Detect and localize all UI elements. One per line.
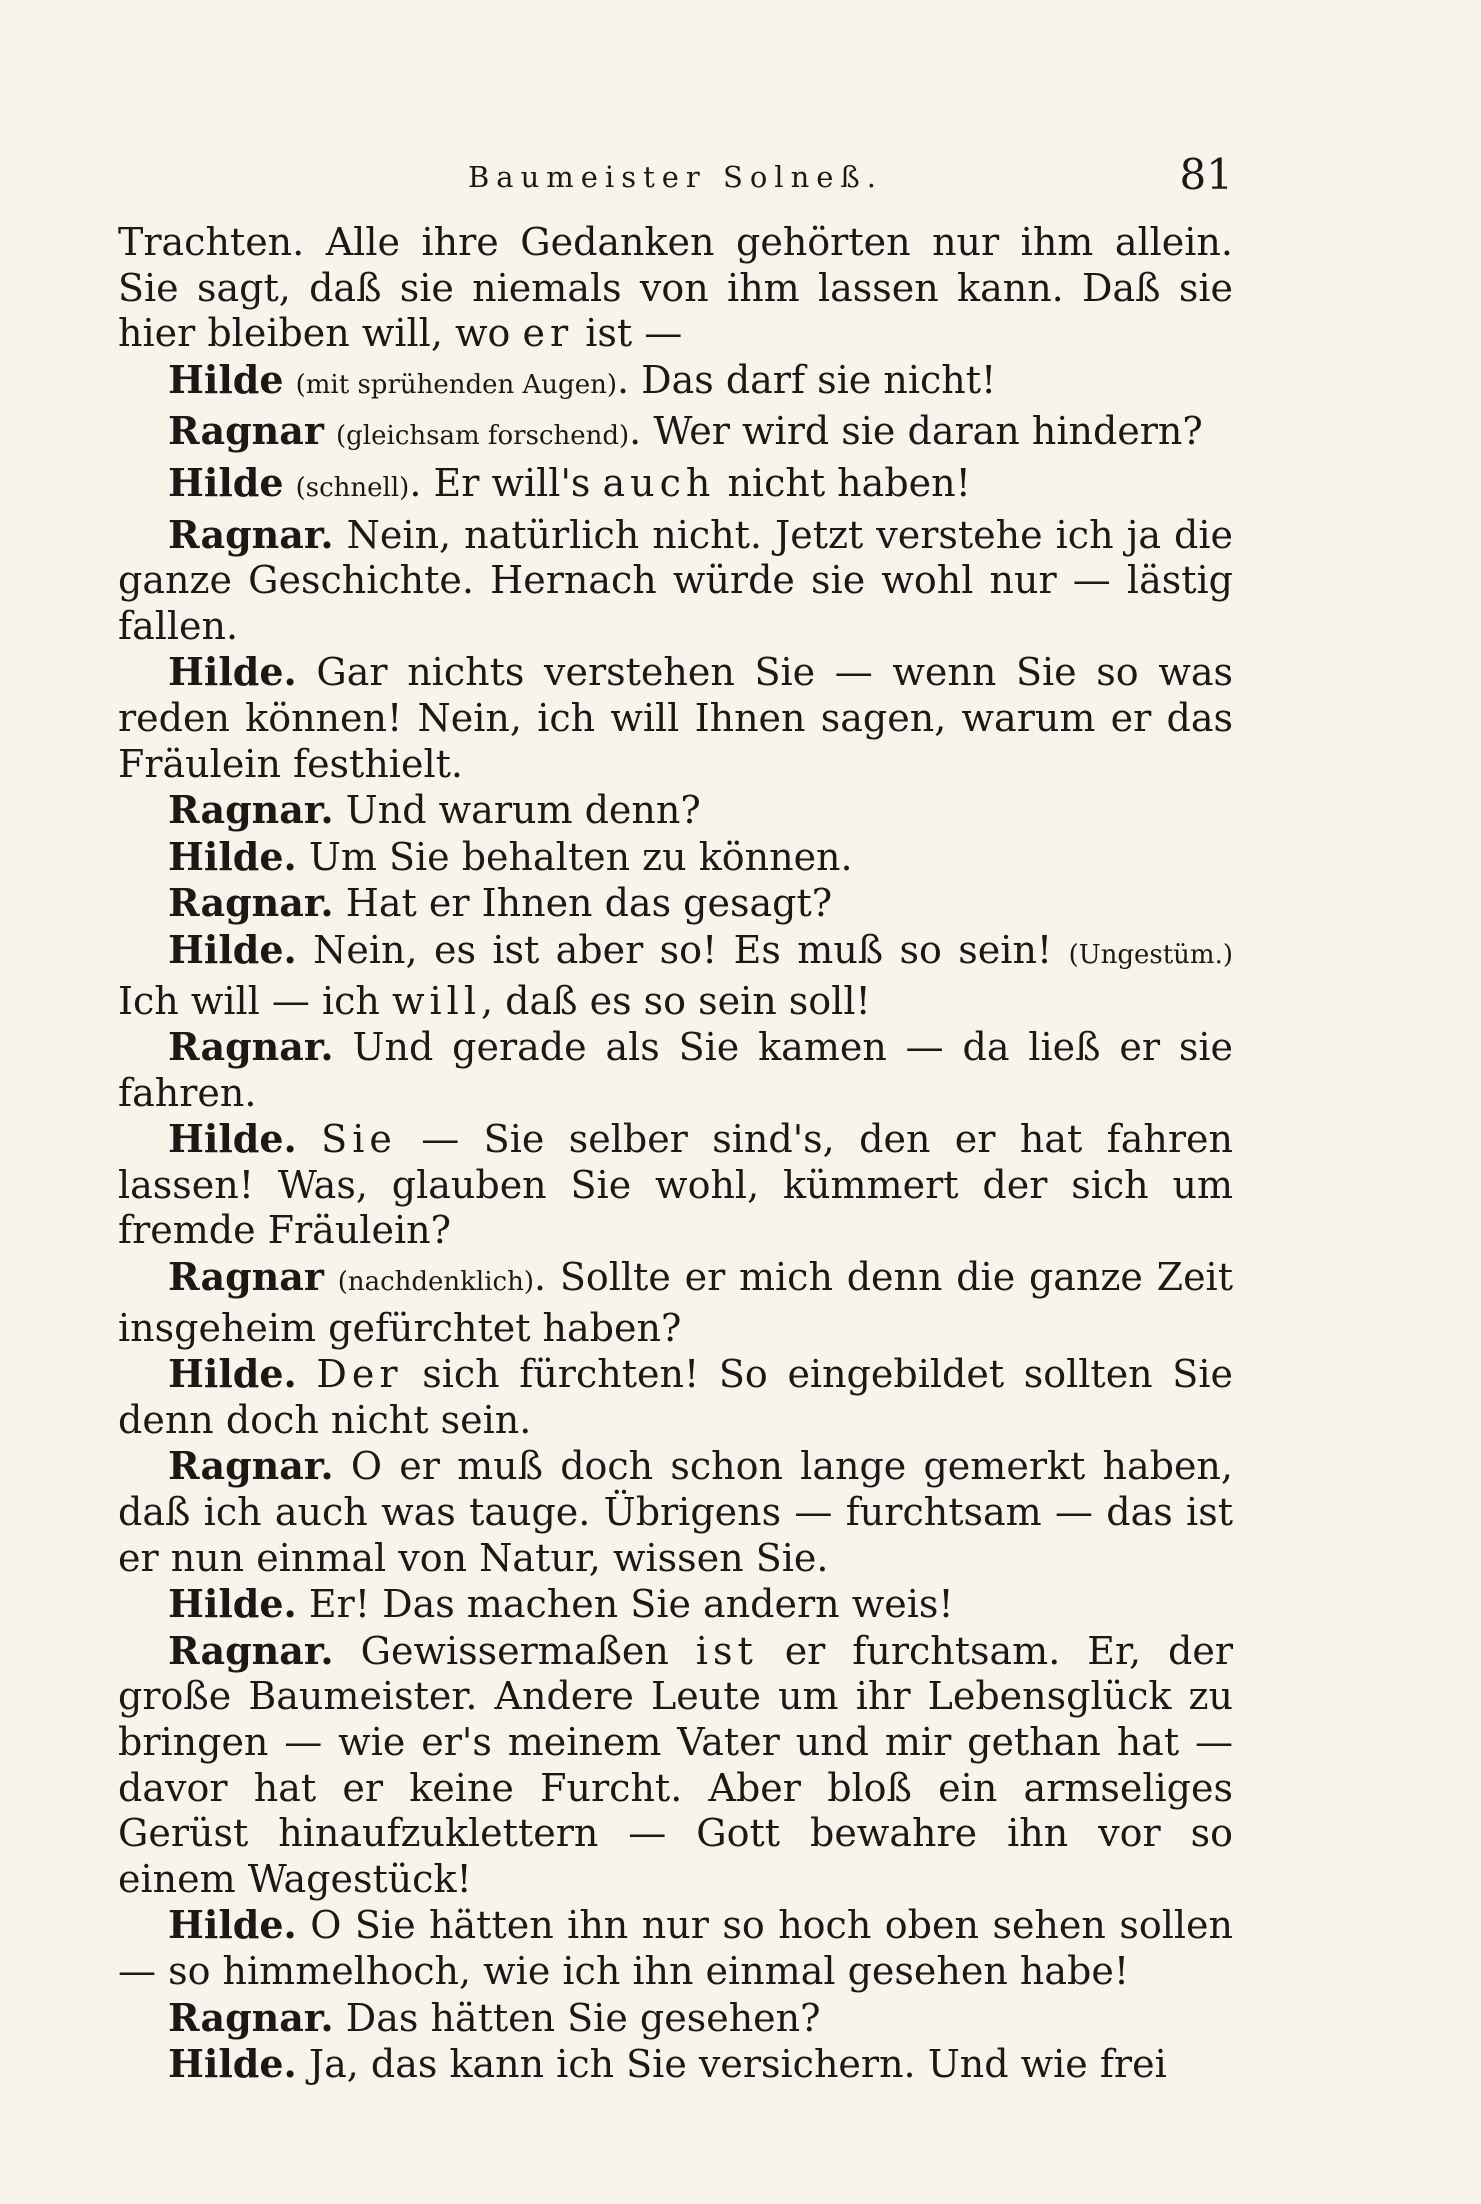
dialogue-line [118,1351,1233,1443]
speaker-name: Hilde [168,459,284,505]
speaker-name: Hilde. [168,1581,297,1627]
text-segment [324,1255,338,1299]
text-segment: Er! Das machen Sie andern weis! [296,1582,954,1627]
speaker-name: Hilde. [168,833,297,879]
text-segment: Das hätten Sie gesehen? [333,1995,821,2040]
text-segment: Um Sie behalten zu können. [296,834,853,879]
emphasis-text: Sie [321,1117,397,1162]
dialogue-line [118,1024,1233,1116]
speaker-name: Hilde. [168,926,297,972]
text-segment: O Sie hätten ihn nur so hoch oben sehen sollen — so himmelhoch, wie ich ihn einmal gesehen habe! [118,1903,1233,1993]
text-segment: ist — [573,311,683,356]
emphasis-text: ist [695,1628,758,1673]
emphasis-text: Der [316,1352,403,1397]
book-page [118,150,1233,2088]
dialogue-line [118,649,1233,787]
stage-direction: (nachdenklich) [337,1267,534,1298]
text-segment: Hat er Ihnen das gesagt? [333,881,833,926]
text-paragraph [118,220,1233,357]
dialogue-line [118,787,1233,834]
dialogue-line [118,927,1233,1024]
speaker-name: Ragnar. [168,1994,334,2040]
page-header [118,150,1233,220]
dialogue-line [118,1628,1233,1903]
speaker-name: Ragnar. [168,1627,334,1673]
dialogue-line [118,357,1233,409]
text-segment: — Sie selber sind's, den er hat fahren lassen! Was, glauben Sie wohl, kümmert der sich um fremde Fräulein? [118,1117,1233,1253]
dialogue-line [118,2041,1233,2088]
play-text [118,220,1233,2088]
speaker-name: Ragnar. [168,1443,334,1489]
speaker-name: Hilde. [168,1902,297,1948]
dialogue-line [118,1254,1233,1351]
stage-direction: (mit sprühenden Augen) [295,369,617,400]
stage-direction: (Ungestüm.) [1068,939,1233,970]
text-segment [284,358,296,402]
text-segment [297,1117,321,1161]
text-segment: Und warum denn? [333,788,701,833]
text-segment: . Sollte er mich denn die ganze Zeit insgeheim gefürchtet haben? [118,1255,1233,1350]
emphasis-text: auch [602,460,716,505]
text-segment: Und gerade als Sie kamen — da ließ er sie fahren. [118,1025,1233,1115]
text-segment: . Er will's [409,460,603,505]
page-number: 81 [1179,150,1233,199]
speaker-name: Ragnar. [168,880,334,926]
speaker-name: Ragnar. [168,511,334,557]
dialogue-line [118,1581,1233,1628]
speaker-name: Hilde. [168,649,297,695]
emphasis-text: will [391,978,481,1023]
text-segment [297,1352,317,1396]
text-segment: Trachten. Alle ihre Gedanken gehörten nur ihm allein. Sie sagt, daß sie niemals von ihm lassen kann. Daß sie hier bleiben will, wo [118,220,1233,356]
text-segment: . Das darf sie nicht! [616,357,997,402]
text-segment: Nein, es ist aber so! Es muß so sein! [296,927,1069,972]
emphasis-text: er [522,311,574,356]
text-segment: Ich will — ich [118,978,392,1023]
dialogue-line [118,1902,1233,1994]
text-segment: Gewissermaßen [333,1628,696,1673]
text-segment: . Wer wird sie daran hindern? [629,409,1203,454]
running-title: Baumeister Solneß. [467,160,884,194]
speaker-name: Ragnar. [168,787,334,833]
text-segment: Ja, das kann ich Sie versichern. Und wie frei [296,2042,1167,2087]
dialogue-line [118,834,1233,881]
dialogue-line [118,408,1233,460]
text-segment [284,461,296,505]
dialogue-line [118,460,1233,512]
speaker-name: Hilde. [168,1351,297,1397]
dialogue-line [118,1995,1233,2042]
speaker-name: Ragnar [168,408,324,454]
dialogue-line [118,1116,1233,1254]
text-segment: er furchtsam. Er, der große Baumeister. Andere Leute um ihr Lebensglück zu bringen — wie er's meinem Vater und mir gethan hat — davor hat er keine Furcht. Aber bloß ein armseliges Gerüst hinaufzuklettern — Gott bewahre ihn vor so einem Wagestück! [118,1628,1233,1901]
dialogue-line [118,880,1233,927]
text-segment: nicht haben! [715,460,971,505]
stage-direction: (schnell) [295,472,410,503]
dialogue-line [118,512,1233,650]
text-segment: , daß es so sein soll! [480,978,871,1023]
speaker-name: Ragnar. [168,1024,334,1070]
speaker-name: Hilde. [168,1116,297,1162]
text-segment: O er muß doch schon lange gemerkt haben, daß ich auch was tauge. Übrigens — furchtsam — das ist er nun einmal von Natur, wissen Sie. [118,1444,1233,1580]
speaker-name: Ragnar [168,1254,324,1300]
text-segment: Gar nichts verstehen Sie — wenn Sie so was reden können! Nein, ich will Ihnen sagen, warum er das Fräulein festhielt. [118,650,1233,786]
text-segment [324,409,336,453]
text-segment: sich fürchten! So eingebildet sollten Sie denn doch nicht sein. [118,1352,1233,1442]
speaker-name: Hilde [168,356,284,402]
dialogue-line [118,1443,1233,1581]
stage-direction: (gleichsam forschend) [336,421,630,452]
speaker-name: Hilde. [168,2041,297,2087]
text-segment: Nein, natürlich nicht. Jetzt verstehe ich ja die ganze Geschichte. Hernach würde sie wohl nur — lästig fallen. [118,512,1233,648]
